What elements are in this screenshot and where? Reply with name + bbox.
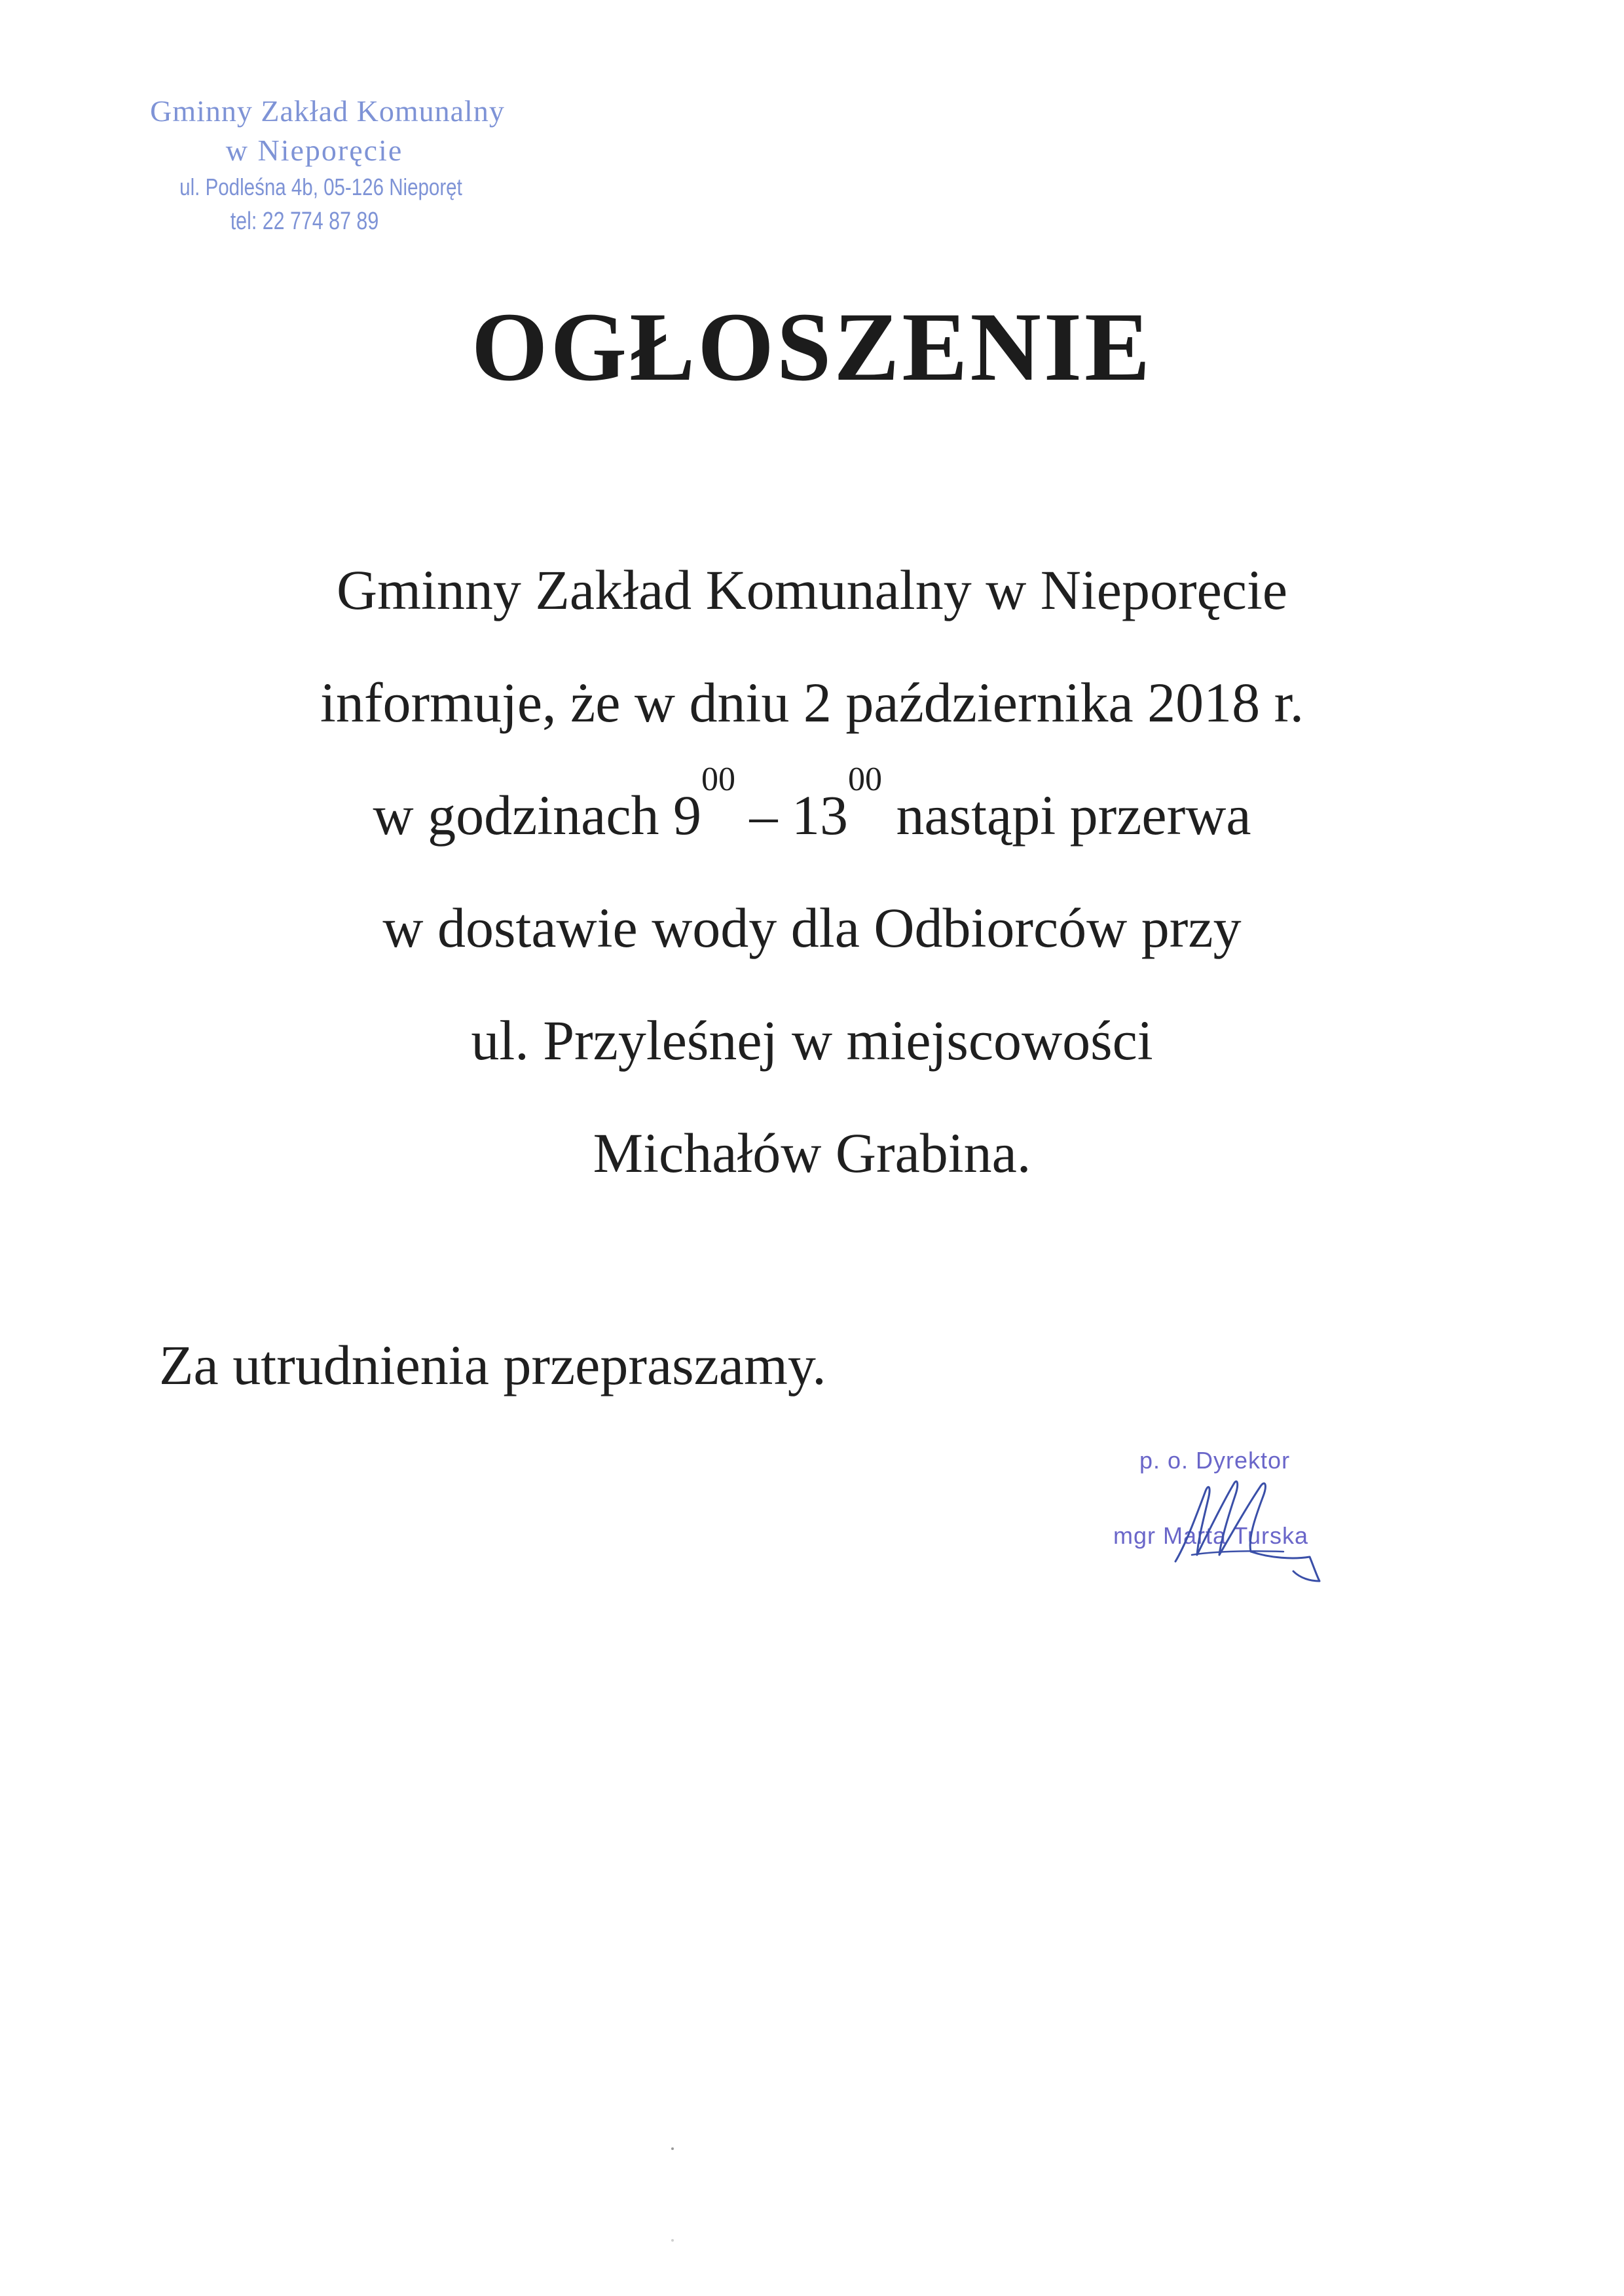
scan-speck bbox=[671, 2239, 674, 2242]
company-stamp bbox=[98, 92, 557, 238]
hours-end-minutes: 00 bbox=[848, 761, 882, 798]
hours-dash-end: – 13 bbox=[735, 784, 848, 847]
stamp-address: ul. Podleśna 4b, 05-126 Nieporęt bbox=[179, 173, 462, 200]
body-line-6: Michałów Grabina. bbox=[593, 1121, 1031, 1184]
hours-prefix: w godzinach 9 bbox=[373, 784, 701, 847]
signature-role: p. o. Dyrektor bbox=[1139, 1447, 1291, 1474]
body-line-3 bbox=[0, 759, 1624, 871]
stamp-phone: tel: 22 774 87 89 bbox=[230, 208, 379, 235]
signature-stamp bbox=[1113, 1447, 1388, 1597]
body-line-4: w dostawie wody dla Odbiorców przy bbox=[382, 896, 1242, 959]
announcement-body bbox=[0, 534, 1624, 1209]
handwritten-signature-icon bbox=[1113, 1447, 1388, 1597]
hours-start-minutes: 00 bbox=[701, 761, 735, 798]
closing-apology: Za utrudnienia przepraszamy. bbox=[159, 1334, 826, 1396]
signature-name: mgr Marta Turska bbox=[1113, 1522, 1309, 1549]
body-line-2: informuje, że w dniu 2 października 2018 r. bbox=[320, 671, 1304, 734]
stamp-company-name: Gminny Zakład Komunalny bbox=[150, 94, 505, 128]
body-line-5: ul. Przyleśnej w miejscowości bbox=[471, 1009, 1153, 1072]
stamp-company-location: w Nieporęcie bbox=[225, 134, 403, 167]
scan-speck bbox=[671, 2147, 674, 2150]
announcement-title: OGŁOSZENIE bbox=[471, 293, 1153, 401]
hours-suffix: nastąpi przerwa bbox=[896, 784, 1251, 847]
body-line-1: Gminny Zakład Komunalny w Nieporęcie bbox=[336, 558, 1288, 621]
